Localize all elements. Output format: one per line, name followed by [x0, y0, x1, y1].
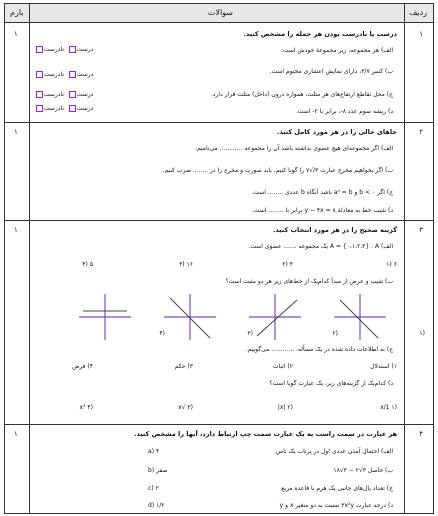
q3-d-stem: د) کدام‌یک از گزینه‌های زیر، یک عبارت گویا است؟ [269, 380, 393, 387]
q1-b-choices [35, 71, 93, 78]
q1-c-true-label: درست [76, 91, 94, 98]
q1-item-a: الف) هر مجموعه، زیر مجموعهٔ خودش است. [281, 47, 393, 54]
q2-item-a: الف) اگر مجموعه‌ای هیچ عضوی نداشته باشد آن را مجموعه ............ می‌نامیم. [195, 145, 393, 152]
q3-b-label-3: (۳ [247, 330, 253, 337]
q3-a-option-4[interactable]: ۵ (۴ [82, 261, 93, 268]
q4-title: هر عبارت در سمت راست به یک عبارت سمت چپ ارتباط دارد، آنها را مشخص کنید. [134, 430, 397, 438]
row-column-divider [404, 4, 405, 513]
q1-d-false-label: نادرست [44, 105, 64, 112]
q1-c-choices [35, 91, 93, 98]
q3-a-stem: الف) A = {۰،۱،۲،۳} . A یک مجموعه ....... عضوی است. [248, 243, 393, 250]
q3-b-stem: ب) شیب و عرض از مبدأ کدام‌یک از خط‌های زیر هر دو مثبت است؟ [225, 278, 393, 285]
q3-c-option-2[interactable]: ۲) اثبات [272, 363, 293, 370]
q3-c-option-1[interactable]: ۱) استدلال [370, 363, 397, 370]
q3-row-number: ۳ [419, 226, 423, 234]
q1-a-true-checkbox[interactable] [69, 46, 76, 53]
row-divider-2 [5, 220, 433, 221]
q3-d-option-4[interactable]: (۴ x² [79, 404, 93, 411]
q4-left-item-a: ۴ (a [148, 448, 160, 455]
q4-right-item-b: ب) حاصل ۳√۲ − ۳√۱۸ [333, 467, 393, 474]
q4-right-item-d: د) درجه عبارت ۳x²y نسبت به دو متغیر x و y [279, 502, 393, 509]
q4-right-item-a: الف) احتمال آمدن عددی اول در پرتاب یک تاس [275, 448, 393, 455]
q3-b-label-4: (۴ [159, 330, 165, 337]
q3-b-label-2: (۲ [332, 330, 338, 337]
q1-a-false-label: نادرست [44, 46, 64, 53]
q2-item-c: ج) اگر b < ۰ و aⁿ = b باشد آنگاه b عددی ........ است. [251, 189, 393, 196]
q3-graph-1[interactable] [330, 292, 390, 342]
q1-a-true-label: درست [76, 46, 94, 53]
q2-score: ۱ [14, 128, 18, 136]
header-row-label: ردیف [409, 8, 427, 17]
table-header [5, 4, 433, 23]
q1-item-b: ب) کسر ۳/۷، دارای نمایش اعشاری مختوم است. [269, 68, 393, 75]
q3-a-option-1[interactable]: ۶ (۱ [386, 261, 397, 268]
q4-row-number: ۴ [419, 430, 423, 438]
q1-d-choices [35, 105, 93, 112]
q1-title: درست یا نادرست بودن هر جمله را مشخص کنید. [243, 30, 397, 38]
q4-right-item-c: ج) تعداد یال‌های جانبی یک هرم با قاعده مربع [281, 485, 393, 492]
q1-score: ۱ [14, 30, 18, 38]
q3-score: ۱ [14, 226, 18, 234]
exam-sheet [4, 3, 434, 514]
q2-item-d: د) شیب خط به معادلهٔ y − ۴x = ۸ برابر با ........ است. [252, 207, 393, 214]
q1-c-false-checkbox[interactable] [36, 91, 43, 98]
q2-title: جاهای خالی را در هر مورد کامل کنید. [276, 128, 397, 136]
q1-d-true-label: درست [76, 105, 94, 112]
q3-d-option-2[interactable]: (۲ |x| [277, 404, 293, 411]
q1-b-true-checkbox[interactable] [69, 71, 76, 78]
row-divider-1 [5, 122, 433, 123]
q1-c-true-checkbox[interactable] [69, 91, 76, 98]
q3-b-label-1: (۱ [419, 330, 425, 337]
q1-a-choices [35, 46, 93, 53]
q1-row-number: ۱ [419, 30, 423, 38]
q3-a-option-3[interactable]: ۱۶ (۳ [179, 261, 193, 268]
score-column-divider [29, 4, 30, 513]
q1-b-false-label: نادرست [44, 71, 64, 78]
q1-a-false-checkbox[interactable] [36, 46, 43, 53]
q3-c-option-4[interactable]: ۴) فرض [72, 363, 93, 370]
q3-graph-3[interactable] [160, 292, 220, 342]
q1-c-false-label: نادرست [44, 91, 64, 98]
q1-item-c: ج) محل تقاطع ارتفاع‌های هر مثلث، همواره درون (داخل) مثلث قرار دارد. [210, 91, 393, 98]
q4-score: ۱ [14, 430, 18, 438]
q3-d-option-1[interactable]: (۱ 1/x [380, 404, 397, 411]
q1-d-false-checkbox[interactable] [36, 105, 43, 112]
q2-item-b: ب) اگر بخواهیم مخرج عبارت ۳/√۷ را گویا کنیم، باید صورت و مخرج را در ........ ضرب کنیم. [162, 167, 393, 174]
header-questions-label: سوالات [207, 8, 233, 17]
q2-row-number: ۲ [419, 128, 423, 136]
q1-b-false-checkbox[interactable] [36, 71, 43, 78]
q3-a-option-2[interactable]: ۴ (۲ [282, 261, 293, 268]
header-score-label: بارم [10, 8, 24, 17]
q1-item-d: د) ریشه سوم عدد ۸-، برابر با ۲- است. [295, 108, 393, 115]
q1-d-true-checkbox[interactable] [69, 105, 76, 112]
q3-title: گزینه صحیح را در هر مورد انتخاب کنید. [272, 226, 397, 234]
q3-graph-4[interactable] [75, 292, 135, 342]
q3-d-option-3[interactable]: (۳ √x [178, 404, 193, 411]
q3-c-option-3[interactable]: ۳) حکم [174, 363, 193, 370]
row-divider-3 [5, 424, 433, 425]
q4-left-item-c: ۲ (c [148, 485, 159, 492]
q3-c-stem: ج) به اطلاعات داده شده در یک مسأله، ............ می‌گوییم. [245, 346, 393, 353]
q3-graph-2[interactable] [245, 292, 305, 342]
q4-left-item-d: ۱/۲ (d [148, 502, 165, 509]
q1-b-true-label: درست [76, 71, 94, 78]
q4-left-item-b: صفر (b [148, 467, 168, 474]
